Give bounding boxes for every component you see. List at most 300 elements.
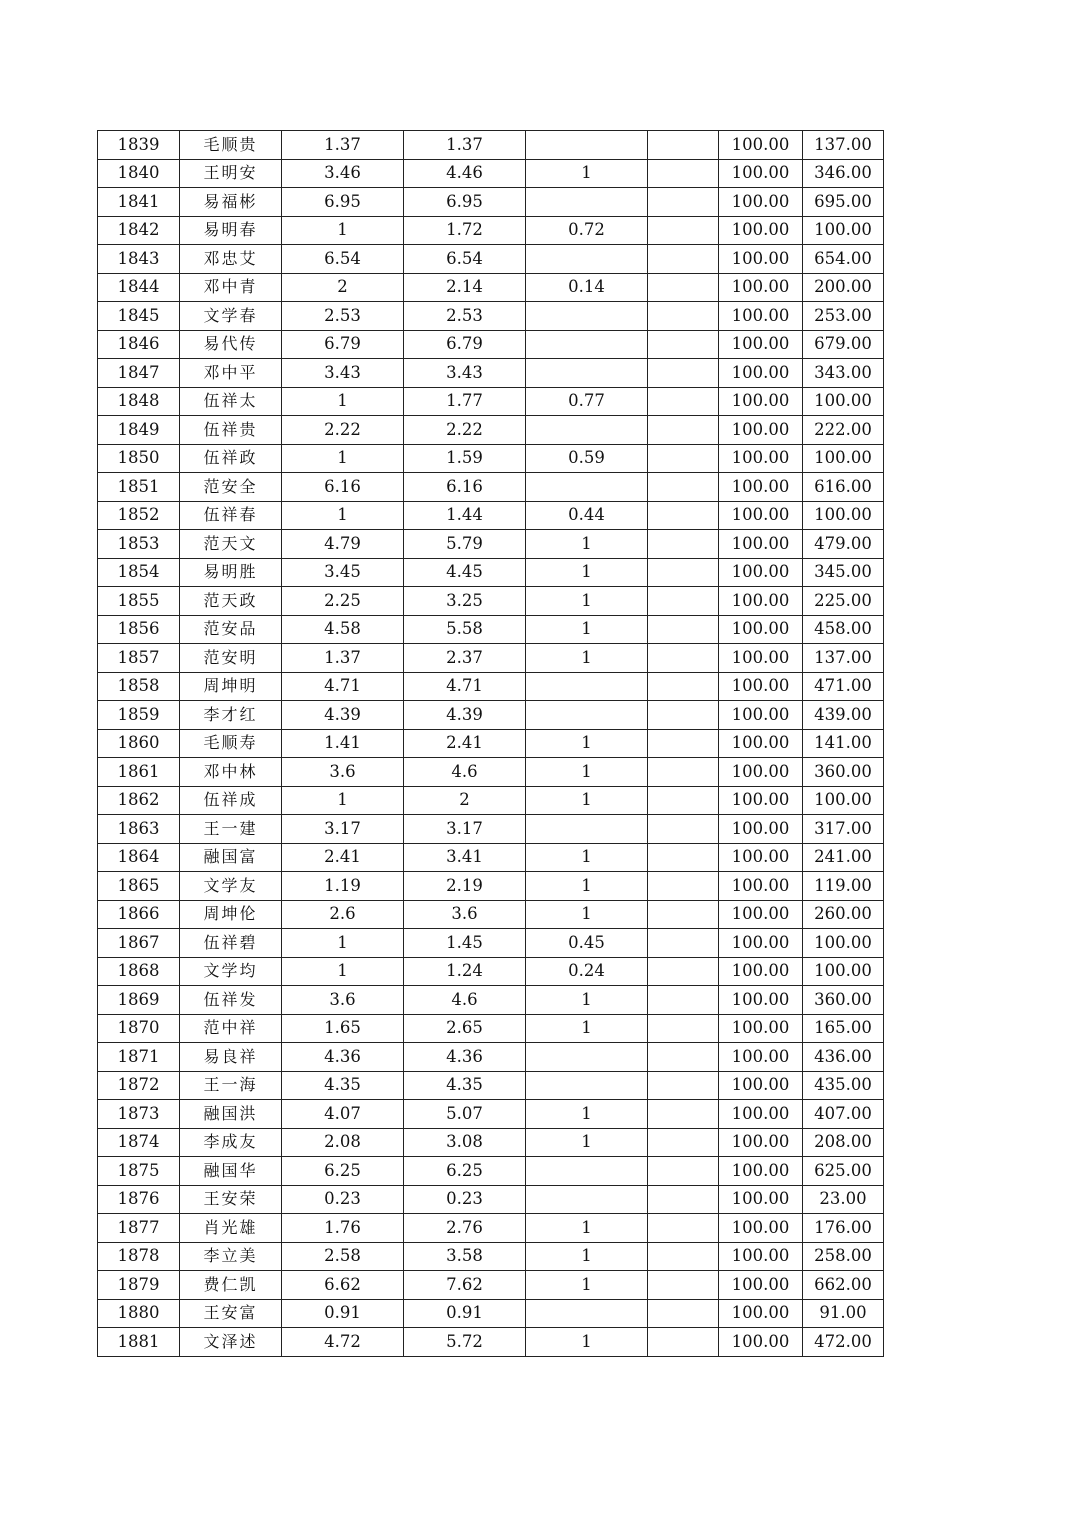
diff-cell: 1	[526, 530, 648, 559]
rate-cell: 100.00	[719, 131, 803, 160]
rate-cell: 100.00	[719, 1014, 803, 1043]
value-a-cell: 1.37	[282, 644, 404, 673]
value-a-cell: 4.79	[282, 530, 404, 559]
diff-cell	[526, 1157, 648, 1186]
blank-cell	[648, 872, 719, 901]
rate-cell: 100.00	[719, 359, 803, 388]
amount-cell: 137.00	[803, 131, 884, 160]
amount-cell: 407.00	[803, 1100, 884, 1129]
value-b-cell: 1.24	[404, 957, 526, 986]
value-a-cell: 1.19	[282, 872, 404, 901]
table-row	[98, 558, 884, 587]
diff-cell	[526, 1071, 648, 1100]
rate-cell: 100.00	[719, 1328, 803, 1357]
value-b-cell: 0.91	[404, 1299, 526, 1328]
table-row	[98, 1185, 884, 1214]
amount-cell: 662.00	[803, 1271, 884, 1300]
rate-cell: 100.00	[719, 330, 803, 359]
blank-cell	[648, 786, 719, 815]
table-body	[98, 131, 884, 1357]
blank-cell	[648, 701, 719, 730]
table-row	[98, 1328, 884, 1357]
amount-cell: 436.00	[803, 1043, 884, 1072]
rate-cell: 100.00	[719, 615, 803, 644]
table-row	[98, 1214, 884, 1243]
diff-cell: 1	[526, 587, 648, 616]
value-b-cell: 1.44	[404, 501, 526, 530]
id-cell: 1881	[98, 1328, 180, 1357]
table-row	[98, 929, 884, 958]
blank-cell	[648, 416, 719, 445]
name-cell: 伍祥碧	[180, 929, 282, 958]
name-cell: 文学友	[180, 872, 282, 901]
name-cell: 范中祥	[180, 1014, 282, 1043]
rate-cell: 100.00	[719, 1299, 803, 1328]
blank-cell	[648, 1071, 719, 1100]
rate-cell: 100.00	[719, 900, 803, 929]
amount-cell: 472.00	[803, 1328, 884, 1357]
diff-cell: 0.44	[526, 501, 648, 530]
value-b-cell: 2.53	[404, 302, 526, 331]
diff-cell: 1	[526, 1214, 648, 1243]
diff-cell	[526, 1043, 648, 1072]
id-cell: 1859	[98, 701, 180, 730]
value-b-cell: 2.19	[404, 872, 526, 901]
table-row	[98, 1014, 884, 1043]
diff-cell: 0.14	[526, 273, 648, 302]
diff-cell: 0.59	[526, 444, 648, 473]
name-cell: 伍祥成	[180, 786, 282, 815]
table-row	[98, 986, 884, 1015]
name-cell: 毛顺贵	[180, 131, 282, 160]
diff-cell	[526, 473, 648, 502]
value-a-cell: 0.23	[282, 1185, 404, 1214]
value-a-cell: 4.35	[282, 1071, 404, 1100]
rate-cell: 100.00	[719, 672, 803, 701]
id-cell: 1841	[98, 188, 180, 217]
value-a-cell: 1.37	[282, 131, 404, 160]
blank-cell	[648, 957, 719, 986]
diff-cell	[526, 815, 648, 844]
rate-cell: 100.00	[719, 1043, 803, 1072]
blank-cell	[648, 815, 719, 844]
id-cell: 1847	[98, 359, 180, 388]
blank-cell	[648, 273, 719, 302]
value-b-cell: 3.43	[404, 359, 526, 388]
blank-cell	[648, 1014, 719, 1043]
name-cell: 融国洪	[180, 1100, 282, 1129]
value-a-cell: 1.65	[282, 1014, 404, 1043]
rate-cell: 100.00	[719, 986, 803, 1015]
id-cell: 1839	[98, 131, 180, 160]
rate-cell: 100.00	[719, 1157, 803, 1186]
value-a-cell: 2.22	[282, 416, 404, 445]
id-cell: 1869	[98, 986, 180, 1015]
name-cell: 邓中平	[180, 359, 282, 388]
id-cell: 1855	[98, 587, 180, 616]
id-cell: 1879	[98, 1271, 180, 1300]
value-b-cell: 1.45	[404, 929, 526, 958]
diff-cell: 1	[526, 758, 648, 787]
value-a-cell: 2.6	[282, 900, 404, 929]
id-cell: 1877	[98, 1214, 180, 1243]
id-cell: 1856	[98, 615, 180, 644]
rate-cell: 100.00	[719, 501, 803, 530]
name-cell: 伍祥太	[180, 387, 282, 416]
table-row	[98, 587, 884, 616]
blank-cell	[648, 444, 719, 473]
value-a-cell: 6.62	[282, 1271, 404, 1300]
value-a-cell: 1	[282, 387, 404, 416]
value-b-cell: 5.72	[404, 1328, 526, 1357]
table-row	[98, 444, 884, 473]
value-a-cell: 0.91	[282, 1299, 404, 1328]
diff-cell	[526, 416, 648, 445]
name-cell: 周坤伦	[180, 900, 282, 929]
name-cell: 王一海	[180, 1071, 282, 1100]
value-a-cell: 6.95	[282, 188, 404, 217]
table-row	[98, 1043, 884, 1072]
id-cell: 1876	[98, 1185, 180, 1214]
rate-cell: 100.00	[719, 188, 803, 217]
table-row	[98, 245, 884, 274]
rate-cell: 100.00	[719, 1100, 803, 1129]
value-a-cell: 1	[282, 929, 404, 958]
name-cell: 王安富	[180, 1299, 282, 1328]
id-cell: 1849	[98, 416, 180, 445]
name-cell: 文泽述	[180, 1328, 282, 1357]
value-b-cell: 3.58	[404, 1242, 526, 1271]
value-a-cell: 3.45	[282, 558, 404, 587]
diff-cell: 1	[526, 558, 648, 587]
table-row	[98, 216, 884, 245]
value-b-cell: 2	[404, 786, 526, 815]
rate-cell: 100.00	[719, 387, 803, 416]
value-b-cell: 6.95	[404, 188, 526, 217]
value-a-cell: 1	[282, 501, 404, 530]
diff-cell: 1	[526, 1328, 648, 1357]
value-b-cell: 4.45	[404, 558, 526, 587]
rate-cell: 100.00	[719, 929, 803, 958]
table-row	[98, 387, 884, 416]
blank-cell	[648, 587, 719, 616]
blank-cell	[648, 330, 719, 359]
value-b-cell: 3.6	[404, 900, 526, 929]
blank-cell	[648, 843, 719, 872]
table-row	[98, 359, 884, 388]
amount-cell: 346.00	[803, 159, 884, 188]
rate-cell: 100.00	[719, 159, 803, 188]
value-b-cell: 4.39	[404, 701, 526, 730]
value-b-cell: 6.25	[404, 1157, 526, 1186]
table-row	[98, 786, 884, 815]
name-cell: 邓中林	[180, 758, 282, 787]
table-row	[98, 815, 884, 844]
blank-cell	[648, 1271, 719, 1300]
value-b-cell: 1.77	[404, 387, 526, 416]
blank-cell	[648, 615, 719, 644]
name-cell: 文学春	[180, 302, 282, 331]
amount-cell: 654.00	[803, 245, 884, 274]
id-cell: 1854	[98, 558, 180, 587]
table-row	[98, 872, 884, 901]
blank-cell	[648, 1185, 719, 1214]
table-row	[98, 1242, 884, 1271]
table-row	[98, 473, 884, 502]
value-b-cell: 1.72	[404, 216, 526, 245]
value-a-cell: 3.46	[282, 159, 404, 188]
value-a-cell: 4.07	[282, 1100, 404, 1129]
amount-cell: 435.00	[803, 1071, 884, 1100]
rate-cell: 100.00	[719, 245, 803, 274]
id-cell: 1860	[98, 729, 180, 758]
blank-cell	[648, 1328, 719, 1357]
name-cell: 范天政	[180, 587, 282, 616]
value-a-cell: 2.25	[282, 587, 404, 616]
id-cell: 1848	[98, 387, 180, 416]
rate-cell: 100.00	[719, 1242, 803, 1271]
rate-cell: 100.00	[719, 786, 803, 815]
blank-cell	[648, 729, 719, 758]
rate-cell: 100.00	[719, 1071, 803, 1100]
rate-cell: 100.00	[719, 758, 803, 787]
value-b-cell: 1.37	[404, 131, 526, 160]
rate-cell: 100.00	[719, 644, 803, 673]
value-a-cell: 2	[282, 273, 404, 302]
id-cell: 1861	[98, 758, 180, 787]
value-b-cell: 4.46	[404, 159, 526, 188]
id-cell: 1865	[98, 872, 180, 901]
rate-cell: 100.00	[719, 701, 803, 730]
name-cell: 邓忠艾	[180, 245, 282, 274]
id-cell: 1862	[98, 786, 180, 815]
blank-cell	[648, 1100, 719, 1129]
amount-cell: 479.00	[803, 530, 884, 559]
diff-cell	[526, 1185, 648, 1214]
diff-cell: 0.77	[526, 387, 648, 416]
blank-cell	[648, 245, 719, 274]
amount-cell: 222.00	[803, 416, 884, 445]
amount-cell: 200.00	[803, 273, 884, 302]
value-a-cell: 4.71	[282, 672, 404, 701]
diff-cell: 1	[526, 644, 648, 673]
name-cell: 范安全	[180, 473, 282, 502]
name-cell: 伍祥发	[180, 986, 282, 1015]
rate-cell: 100.00	[719, 273, 803, 302]
table-row	[98, 1157, 884, 1186]
table-row	[98, 900, 884, 929]
name-cell: 范天文	[180, 530, 282, 559]
table-row	[98, 273, 884, 302]
value-b-cell: 5.79	[404, 530, 526, 559]
table-row	[98, 843, 884, 872]
amount-cell: 100.00	[803, 957, 884, 986]
diff-cell: 1	[526, 1271, 648, 1300]
diff-cell	[526, 131, 648, 160]
diff-cell	[526, 359, 648, 388]
diff-cell: 1	[526, 1242, 648, 1271]
id-cell: 1878	[98, 1242, 180, 1271]
table-row	[98, 1271, 884, 1300]
id-cell: 1843	[98, 245, 180, 274]
amount-cell: 119.00	[803, 872, 884, 901]
amount-cell: 260.00	[803, 900, 884, 929]
diff-cell: 1	[526, 1100, 648, 1129]
value-b-cell: 4.6	[404, 758, 526, 787]
name-cell: 易福彬	[180, 188, 282, 217]
name-cell: 伍祥贵	[180, 416, 282, 445]
value-a-cell: 4.36	[282, 1043, 404, 1072]
id-cell: 1870	[98, 1014, 180, 1043]
value-b-cell: 0.23	[404, 1185, 526, 1214]
name-cell: 文学均	[180, 957, 282, 986]
id-cell: 1846	[98, 330, 180, 359]
value-b-cell: 2.37	[404, 644, 526, 673]
value-b-cell: 1.59	[404, 444, 526, 473]
amount-cell: 137.00	[803, 644, 884, 673]
amount-cell: 23.00	[803, 1185, 884, 1214]
id-cell: 1853	[98, 530, 180, 559]
value-a-cell: 1	[282, 957, 404, 986]
id-cell: 1857	[98, 644, 180, 673]
value-b-cell: 3.08	[404, 1128, 526, 1157]
amount-cell: 317.00	[803, 815, 884, 844]
blank-cell	[648, 986, 719, 1015]
rate-cell: 100.00	[719, 872, 803, 901]
rate-cell: 100.00	[719, 473, 803, 502]
amount-cell: 100.00	[803, 786, 884, 815]
blank-cell	[648, 758, 719, 787]
id-cell: 1840	[98, 159, 180, 188]
diff-cell	[526, 245, 648, 274]
amount-cell: 225.00	[803, 587, 884, 616]
value-b-cell: 2.65	[404, 1014, 526, 1043]
value-a-cell: 6.16	[282, 473, 404, 502]
name-cell: 范安品	[180, 615, 282, 644]
value-a-cell: 4.39	[282, 701, 404, 730]
amount-cell: 253.00	[803, 302, 884, 331]
blank-cell	[648, 302, 719, 331]
name-cell: 王安荣	[180, 1185, 282, 1214]
amount-cell: 458.00	[803, 615, 884, 644]
amount-cell: 100.00	[803, 216, 884, 245]
value-b-cell: 3.17	[404, 815, 526, 844]
id-cell: 1851	[98, 473, 180, 502]
diff-cell: 1	[526, 786, 648, 815]
name-cell: 伍祥春	[180, 501, 282, 530]
amount-cell: 165.00	[803, 1014, 884, 1043]
table-row	[98, 501, 884, 530]
name-cell: 李立美	[180, 1242, 282, 1271]
rate-cell: 100.00	[719, 216, 803, 245]
id-cell: 1844	[98, 273, 180, 302]
blank-cell	[648, 644, 719, 673]
amount-cell: 91.00	[803, 1299, 884, 1328]
table-row	[98, 957, 884, 986]
blank-cell	[648, 558, 719, 587]
name-cell: 周坤明	[180, 672, 282, 701]
diff-cell	[526, 701, 648, 730]
value-a-cell: 2.58	[282, 1242, 404, 1271]
value-a-cell: 1.76	[282, 1214, 404, 1243]
name-cell: 毛顺寿	[180, 729, 282, 758]
value-b-cell: 7.62	[404, 1271, 526, 1300]
blank-cell	[648, 1242, 719, 1271]
id-cell: 1850	[98, 444, 180, 473]
value-a-cell: 1.41	[282, 729, 404, 758]
table-row	[98, 729, 884, 758]
table-row	[98, 1100, 884, 1129]
amount-cell: 360.00	[803, 758, 884, 787]
blank-cell	[648, 1128, 719, 1157]
value-b-cell: 4.6	[404, 986, 526, 1015]
blank-cell	[648, 900, 719, 929]
id-cell: 1871	[98, 1043, 180, 1072]
diff-cell: 1	[526, 159, 648, 188]
rate-cell: 100.00	[719, 843, 803, 872]
value-b-cell: 2.14	[404, 273, 526, 302]
amount-cell: 679.00	[803, 330, 884, 359]
id-cell: 1866	[98, 900, 180, 929]
value-b-cell: 4.35	[404, 1071, 526, 1100]
rate-cell: 100.00	[719, 416, 803, 445]
rate-cell: 100.00	[719, 444, 803, 473]
table-row	[98, 302, 884, 331]
amount-cell: 695.00	[803, 188, 884, 217]
value-a-cell: 6.25	[282, 1157, 404, 1186]
rate-cell: 100.00	[719, 587, 803, 616]
blank-cell	[648, 1043, 719, 1072]
amount-cell: 241.00	[803, 843, 884, 872]
amount-cell: 439.00	[803, 701, 884, 730]
diff-cell: 1	[526, 900, 648, 929]
blank-cell	[648, 672, 719, 701]
value-a-cell: 2.08	[282, 1128, 404, 1157]
blank-cell	[648, 131, 719, 160]
value-b-cell: 4.71	[404, 672, 526, 701]
rate-cell: 100.00	[719, 558, 803, 587]
id-cell: 1842	[98, 216, 180, 245]
name-cell: 范安明	[180, 644, 282, 673]
amount-cell: 471.00	[803, 672, 884, 701]
rate-cell: 100.00	[719, 1185, 803, 1214]
value-b-cell: 2.22	[404, 416, 526, 445]
id-cell: 1863	[98, 815, 180, 844]
amount-cell: 258.00	[803, 1242, 884, 1271]
diff-cell: 1	[526, 1014, 648, 1043]
blank-cell	[648, 159, 719, 188]
name-cell: 融国富	[180, 843, 282, 872]
diff-cell	[526, 330, 648, 359]
value-a-cell: 1	[282, 786, 404, 815]
table-row	[98, 644, 884, 673]
value-a-cell: 1	[282, 444, 404, 473]
rate-cell: 100.00	[719, 530, 803, 559]
id-cell: 1852	[98, 501, 180, 530]
diff-cell: 0.24	[526, 957, 648, 986]
table-row	[98, 1299, 884, 1328]
value-a-cell: 4.58	[282, 615, 404, 644]
table-row	[98, 159, 884, 188]
data-table	[97, 130, 884, 1357]
value-b-cell: 2.41	[404, 729, 526, 758]
rate-cell: 100.00	[719, 1128, 803, 1157]
name-cell: 易明胜	[180, 558, 282, 587]
diff-cell: 1	[526, 729, 648, 758]
blank-cell	[648, 530, 719, 559]
amount-cell: 100.00	[803, 444, 884, 473]
blank-cell	[648, 188, 719, 217]
